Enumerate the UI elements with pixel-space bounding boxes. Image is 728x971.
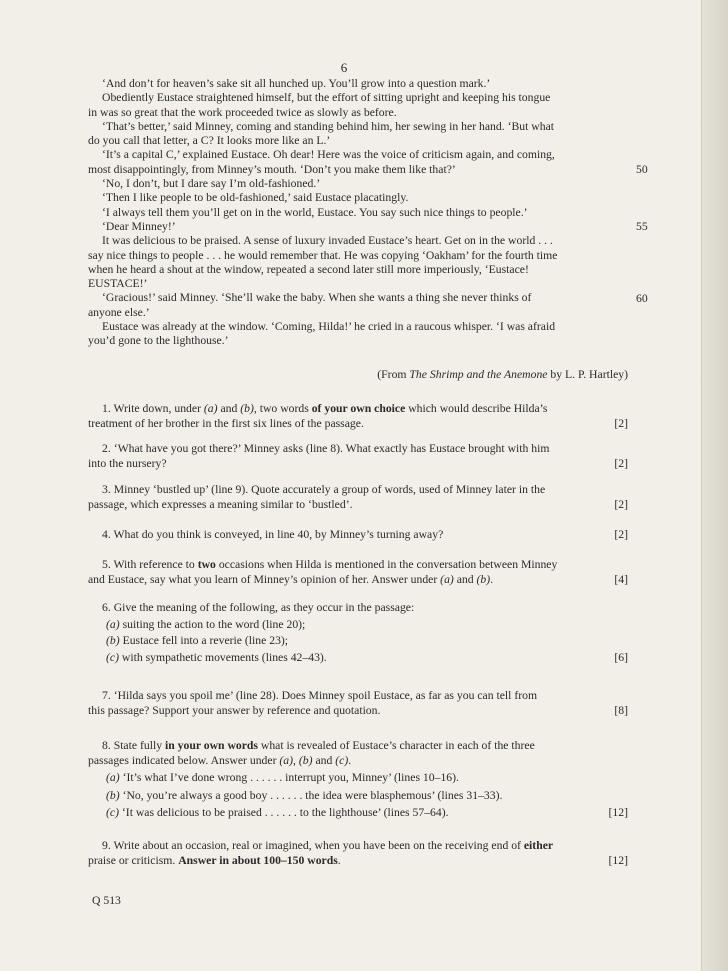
page-number: 6 xyxy=(340,60,348,75)
passage-line: ‘Then I like people to be old-fashioned,’ said Eustace placatingly. xyxy=(102,191,409,205)
question-1: 1. Write down, under (a) and (b), two words of your own choice which would describe Hilda’s treatment of her brother in the first six lines of the passage. [2] xyxy=(88,402,628,430)
mark: [2] xyxy=(614,416,628,430)
passage-line: Eustace was already at the window. ‘Coming, Hilda!’ he cried in a raucous whisper. ‘I was afraid xyxy=(102,320,556,334)
mark: [4] xyxy=(614,572,628,586)
mark: [8] xyxy=(614,703,628,717)
passage-line: ‘And don’t for heaven’s sake sit all hunched up. You’ll grow into a question mark.’ xyxy=(102,77,491,90)
passage-line: when he heard a shout at the window, repeated a second later still more imperiously, ‘Eustace! xyxy=(88,262,529,276)
source-attribution: (From The Shrimp and the Anemone by L. P. Hartley) xyxy=(377,368,628,381)
passage-line: EUSTACE!’ xyxy=(88,277,148,291)
passage-line: ‘It’s a capital C,’ explained Eustace. Oh dear! Here was the voice of criticism again, and coming, xyxy=(102,148,555,162)
line-number-50: 50 xyxy=(636,163,648,176)
line-number-60: 60 xyxy=(636,292,648,305)
passage-line: do you call that letter, a C? It looks more like an L.’ xyxy=(88,134,331,148)
passage-line: most disappointingly, from Minney’s mouth. ‘Don’t you make them like that?’ xyxy=(88,162,456,176)
mark: [12] xyxy=(608,806,628,819)
passage-line: in was so great that the work proceeded twice as slowly as before. xyxy=(88,105,397,119)
passage-line: ‘Dear Minney!’ xyxy=(102,219,176,233)
question-4: 4. What do you think is conveyed, in line 40, by Minney’s turning away? [2] xyxy=(102,528,628,541)
passage-line: anyone else.’ xyxy=(88,305,150,319)
question-6: 6. Give the meaning of the following, as they occur in the passage: (a) suiting the action to the word (line 20); (b) Eustace fell into a reverie (line 23); (c) with sympathetic movements (lines 42–43). [6] xyxy=(102,601,628,664)
page-edge xyxy=(701,0,728,971)
mark: [2] xyxy=(614,456,628,470)
question-3: 3. Minney ‘bustled up’ (line 9). Quote accurately a group of words, used of Minney later in the passage, which expresses a meaning similar to ‘bustled’. [2] xyxy=(88,483,628,511)
passage-line: you’d gone to the lighthouse.’ xyxy=(88,334,229,348)
mark: [2] xyxy=(614,528,628,541)
book-title: The Shrimp and the Anemone xyxy=(409,368,548,381)
mark: [12] xyxy=(608,853,628,867)
passage xyxy=(88,77,628,349)
line-number-55: 55 xyxy=(636,220,648,233)
passage-line: ‘I always tell them you’ll get on in the world, Eustace. You say such nice things to people.’ xyxy=(102,205,528,219)
question-9: 9. Write about an occasion, real or imagined, when you have been on the receiving end of either praise or criticism. Answer in about 100–150 words. [12] xyxy=(88,839,628,867)
passage-line: ‘No, I don’t, but I dare say I’m old-fashioned.’ xyxy=(102,177,321,191)
question-7: 7. ‘Hilda says you spoil me’ (line 28). Does Minney spoil Eustace, as far as you can tell from this passage? Support your answer by reference and quotation. [8] xyxy=(88,689,628,717)
mark: [2] xyxy=(614,497,628,511)
passage-line: say nice things to people . . . he would remember that. He was copying ‘Oakham’ for the fourth time xyxy=(88,248,558,262)
passage-line: Obediently Eustace straightened himself, but the effort of sitting upright and keeping his tongue xyxy=(102,91,551,105)
passage-line: ‘That’s better,’ said Minney, coming and standing behind him, her sewing in her hand. ‘But what xyxy=(102,119,554,133)
paper-code: Q 513 xyxy=(92,894,121,907)
passage-line: ‘Gracious!’ said Minney. ‘She’ll wake the baby. When she wants a thing she never thinks of xyxy=(102,291,532,305)
mark: [6] xyxy=(614,650,628,664)
question-5: 5. With reference to two occasions when Hilda is mentioned in the conversation between Minney and Eustace, say what you learn of Minney’s opinion of her. Answer under (a) and (b). [4] xyxy=(88,558,628,586)
question-2: 2. ‘What have you got there?’ Minney asks (line 8). What exactly has Eustace brought with him into the nursery? [2] xyxy=(88,442,628,470)
question-8: 8. State fully in your own words what is revealed of Eustace’s character in each of the three passages indicated below. Answer under (a), (b) and (c). (a) ‘It’s what I’ve done wrong . . . . . . interrupt you, Minney’ (lines 10–16). (b) ‘No, you’re always a good boy . . . . . . the idea were blasphemous’ (lines 31–33). (c) ‘It was delicious to be praised . . . . . . to the lighthouse’ (lines 57–64). [12] xyxy=(88,739,628,819)
passage-line: It was delicious to be praised. A sense of luxury invaded Eustace’s heart. Get on in the world . . . xyxy=(102,234,553,248)
